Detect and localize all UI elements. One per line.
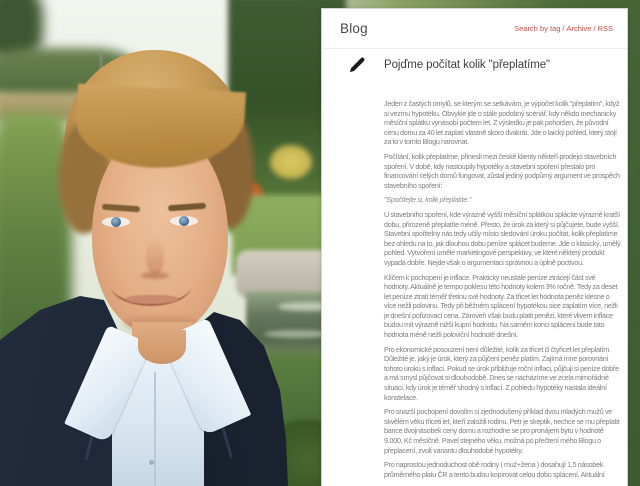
blog-panel xyxy=(321,8,628,486)
blog-post xyxy=(322,49,627,479)
nav-rss-link[interactable]: RSS xyxy=(597,24,613,33)
man-iris xyxy=(111,217,121,227)
man-shirt-placket xyxy=(154,372,156,486)
man-lip xyxy=(126,295,178,304)
man-nose xyxy=(146,238,164,274)
nav-archive-link[interactable]: Archive xyxy=(566,24,592,33)
man-shirt-button xyxy=(149,460,154,465)
blog-home-link[interactable]: Blog xyxy=(340,21,368,36)
post-paragraph: Pro snazší pochopení dovolím si zjednodušený příklad dvou mladých mužů ve skvělém věku třiceti let, kteří založili rodinu. Petr je skeptik, nechce se mu přeplatit bance dvojnásobek ceny domu a rozhodne se pro pronájem bytu v hodnotě 9.000, Kč měsíčně. Pavel stejného věku, možná po přečtení mého Blogu o přeplacení, zvolí variantu dlouhodobé hypotéky. xyxy=(384,407,620,455)
post-paragraph: Klíčem k pochopení je inflace. Prakticky neustále peníze ztrácejí část své hodnoty. Aktuálně je tempo poklesu této hodnoty kolem 3% ročně. Tedy za deset let peníze ztratí téměř třetinu své hodnoty. Za třicet let hodnota peněz klesne o více nežli polovinu. Tedy při běžném splácení hypotékou sice zaplatím více, nežli je dnešní pořizovací cena. Zároveň však budu platit penězi, které vlivem inflace budou mít výrazně nižší kupní hodnotu. Na samém konci splácení bude tato hodnota méně nežli poloviční hodnotě dnešní. xyxy=(384,272,618,340)
post-paragraph: Pro ekonomické posouzení není důležité, kolik za třicet či čtyřicet let přeplatím. Důležité je, jaký je úrok, který za půjčení peněz platím. Zajímá mne porovnání tohoto úroku s inflací. Pokud se úrok přibližuje roční inflaci, půjčuji si peníze dobře a má smysl půjčovat si dlouhodobě. Dnes se nacházíme ve zcela mimořádné situaci, kdy úrok je téměř shodný s inflací. Z pohledu hypotéky nastala ideální konstelace. xyxy=(384,344,619,402)
post-paragraph: U stavebního spoření, kde výrazně vyšší měsíční splátkou splácíte výrazně kratší dobu, přirozeně přeplatíte méně. Přesto, že úrok za který si půjčujete, bude vyšší. Stavební spořitelny nás tedy učily místo sledování úroku počítat, kolik přeplatíme bez ohledu na to, jak dlouhou dobu peníze splácet budeme. Jde o klasický, umělý pohled. Vytvoření umělé marketingové perspektivy, ve které některý produkt vypadá dobře. Nejde však o argumentaci správnou a úplně poctivou. xyxy=(384,209,621,267)
photo-yellow-bush xyxy=(270,145,312,179)
pencil-icon xyxy=(348,56,366,74)
nav-separator: / xyxy=(562,24,565,33)
blog-header xyxy=(322,9,627,49)
post-paragraph: Počítání, kolik přeplatíme, přinesli mezi české klienty někteří prodejci stavebních spoření. V době, kdy nastoupily hypotéky a stavební spoření přestalo pro financování celých domů fungovat, zůstal jediný podpůrný argument ve prospěch stavebního spoření: xyxy=(384,151,620,190)
post-paragraph: Jeden z častých omylů, se kterým se setkávám, je výpočet kolik "přeplatím", když si vezmu hypotéku. Obvykle jde o stále podobný scénář, kdy někdo mechanicky měsíční splátku vynásobí počtem let. Z výsledku je pak pohoršen, že původní cenu domu za 40 let zaplatí vlastně skoro dvakrát. Jde o laický pohled, který stojí za to v tomto Blogu narovnat. xyxy=(384,99,620,147)
man-eye xyxy=(102,217,130,227)
man-neck-opening xyxy=(138,330,186,364)
blog-nav xyxy=(514,24,613,33)
post-quote: "Spočítejte si, kolik přeplatíte." xyxy=(384,195,472,205)
man-iris xyxy=(179,216,189,226)
nav-separator: / xyxy=(593,24,596,33)
man-eye xyxy=(170,216,198,226)
post-title[interactable]: Pojďme počítat kolik "přeplatíme" xyxy=(384,59,550,71)
post-body xyxy=(384,99,621,479)
man-nostrils xyxy=(141,272,169,279)
nav-search-by-tag-link[interactable]: Search by tag xyxy=(514,24,561,33)
post-paragraph: Pro naprostou jednoduchost obě rodiny ( muž+žena ) dosahují 1,5 násobek průměrného platu ČR a tento budou kopírovat celou dobu splácení. Aktuální xyxy=(384,460,605,479)
